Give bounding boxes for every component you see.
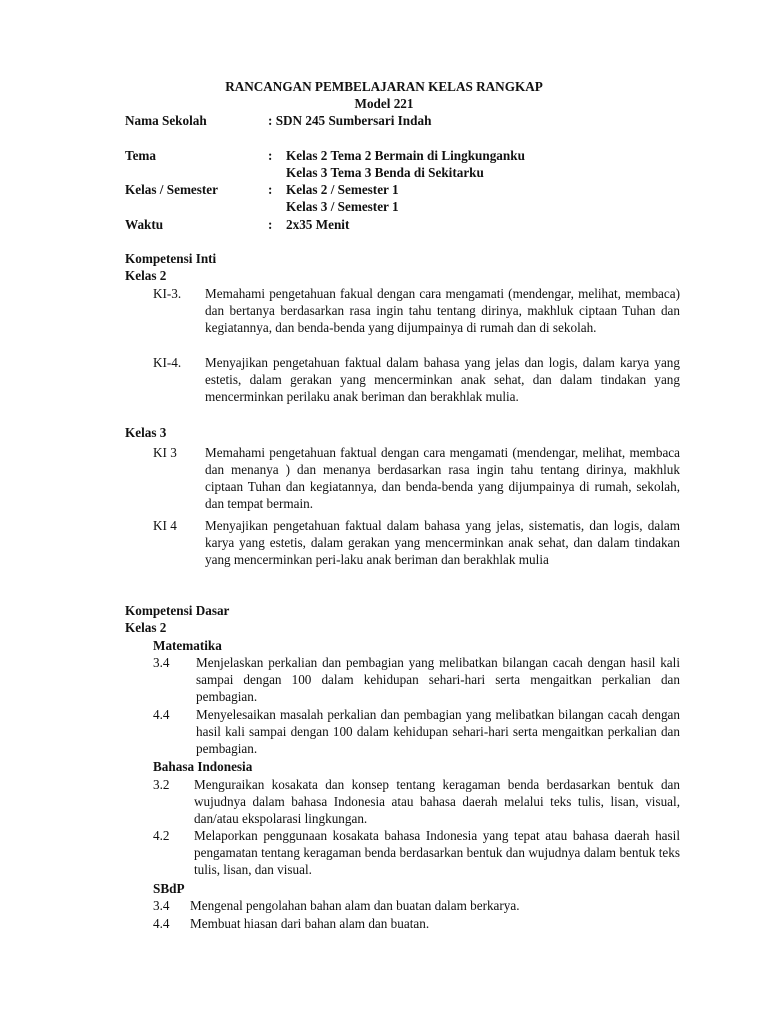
kelas-label: Kelas / Semester (125, 182, 219, 197)
kd-item-code: 3.4 (153, 898, 170, 913)
bahasa-heading: Bahasa Indonesia (153, 759, 253, 774)
kd-kelas2-heading: Kelas 2 (125, 620, 167, 635)
ki-item-text: Memahami pengetahuan fakual dengan cara mengamati (mendengar, melihat, membaca) dan bertanya berdasarkan rasa ingin tahu tentang dirinya, makhluk ciptaan Tuhan dan kegiatannya, dan benda-benda yang dijumpainya di rumah dan di sekolah. (205, 286, 680, 335)
school-value: : SDN 245 Sumbersari Indah (268, 113, 432, 128)
kd-item-code: 4.4 (153, 916, 170, 931)
kelas-colon: : (268, 182, 273, 197)
ki-kelas3-heading: Kelas 3 (125, 425, 167, 440)
ki-item-code: KI-3. (153, 286, 182, 301)
kelas-line-1: Kelas 2 / Semester 1 (286, 182, 399, 197)
tema-line-2: Kelas 3 Tema 3 Benda di Sekitarku (286, 165, 484, 180)
kd-item-text: Membuat hiasan dari bahan alam dan buatan. (190, 916, 430, 931)
kd-item-code: 4.2 (153, 828, 170, 843)
kelas-line-2: Kelas 3 / Semester 1 (286, 199, 399, 214)
ki-item-code: KI-4. (153, 355, 182, 370)
document-subtitle: Model 221 (354, 96, 414, 111)
sbdp-heading: SBdP (153, 881, 185, 896)
kd-item-text: Menyelesaikan masalah perkalian dan pembagian yang melibatkan bilangan cacah dengan hasil kali sampai dengan 100 dalam kehidupan sehari-hari serta mengaitkan perkalian dan pembagian. (196, 707, 680, 756)
kd-item-code: 3.2 (153, 777, 170, 792)
tema-colon: : (268, 148, 273, 163)
waktu-colon: : (268, 217, 273, 232)
kd-item-text: Mengenal pengolahan bahan alam dan buatan dalam berkarya. (190, 898, 520, 913)
ki-item-code: KI 4 (153, 518, 177, 533)
ki-item-text: Menyajikan pengetahuan faktual dalam bahasa yang jelas, sistematis, dan logis, dalam karya yang estetis, dalam gerakan yang mencerminkan anak sehat, dan dalam tindakan yang mencerminkan peri-laku anak beriman dan berakhlak mulia (205, 518, 680, 567)
ki-item-code: KI 3 (153, 445, 177, 460)
school-label: Nama Sekolah (125, 113, 207, 128)
kd-item-code: 3.4 (153, 655, 170, 670)
ki-heading: Kompetensi Inti (125, 251, 217, 266)
kd-item-code: 4.4 (153, 707, 170, 722)
waktu-label: Waktu (125, 217, 164, 232)
kd-item-text: Melaporkan penggunaan kosakata bahasa Indonesia yang tepat atau bahasa daerah hasil pengamatan tentang keragaman benda berdasarkan bentuk dan wujudnya dalam bentuk teks tulis, lisan, dan visual. (194, 828, 680, 877)
ki-kelas2-heading: Kelas 2 (125, 268, 167, 283)
kd-item-text: Menjelaskan perkalian dan pembagian yang melibatkan bilangan cacah dengan hasil kali sampai dengan 100 dalam kehidupan sehari-hari serta mengaitkan perkalian dan pembagian. (196, 655, 680, 704)
ki-item-text: Menyajikan pengetahuan faktual dalam bahasa yang jelas dan logis, dalam karya yang estetis, dalam gerakan yang mencerminkan anak sehat, dan dalam tindakan yang mencerminkan perilaku anak beriman dan berakhlak mulia. (205, 355, 680, 404)
kd-item-text: Menguraikan kosakata dan konsep tentang keragaman benda berdasarkan bentuk dan wujudnya dalam bahasa Indonesia atau bahasa daerah melalui teks tulis, lisan, visual, dan/atau ekspolarasi lingkungan. (194, 777, 680, 826)
ki-item-text: Memahami pengetahuan faktual dengan cara mengamati (mendengar, melihat, membaca dan menanya ) dan menanya berdasarkan rasa ingin tahu tentang dirinya, makhluk ciptaan Tuhan dan kegiatannya, dan benda-benda yang dijumpainya di rumah, sekolah, dan tempat bermain. (205, 445, 680, 511)
waktu-value: 2x35 Menit (286, 217, 350, 232)
matematika-heading: Matematika (153, 638, 222, 653)
tema-line-1: Kelas 2 Tema 2 Bermain di Lingkunganku (286, 148, 525, 163)
tema-label: Tema (125, 148, 157, 163)
document-title: RANCANGAN PEMBELAJARAN KELAS RANGKAP (225, 79, 543, 94)
kd-heading: Kompetensi Dasar (125, 603, 230, 618)
